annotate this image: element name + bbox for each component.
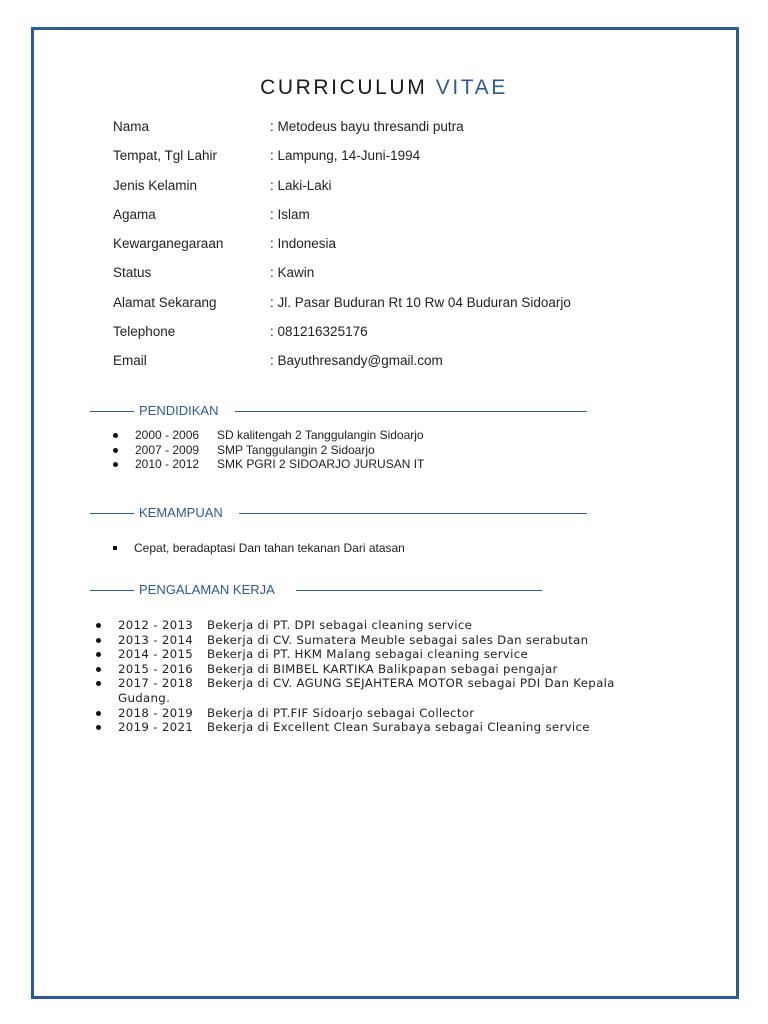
- bullet-icon: [113, 448, 118, 453]
- profile-value: : Bayuthresandy@gmail.com: [270, 353, 443, 369]
- profile-label: Email: [113, 353, 147, 369]
- experience-heading: PENGALAMAN KERJA: [139, 582, 275, 597]
- profile-row-name: [113, 117, 673, 146]
- skill-text: Cepat, beradaptasi Dan tahan tekanan Dari atasan: [134, 541, 405, 555]
- divider-line: [90, 513, 134, 514]
- profile-label: Agama: [113, 206, 156, 222]
- experience-desc: Bekerja di PT.FIF Sidoarjo sebagai Collector: [207, 705, 475, 720]
- list-item: [113, 428, 633, 443]
- profile-label: Alamat Sekarang: [113, 294, 217, 310]
- profile-value: : Jl. Pasar Buduran Rt 10 Rw 04 Buduran Sidoarjo: [270, 294, 571, 310]
- profile-row-address: [113, 293, 673, 322]
- profile-row-status: [113, 263, 673, 292]
- profile-row-gender: [113, 176, 673, 205]
- profile-section: [113, 117, 673, 381]
- profile-label: Tempat, Tgl Lahir: [113, 148, 218, 164]
- list-item: [96, 618, 696, 633]
- experience-list: [96, 618, 696, 735]
- experience-years: 2017 - 2018: [118, 676, 194, 691]
- bullet-icon: [113, 462, 118, 467]
- profile-value: : Metodeus bayu thresandi putra: [270, 119, 464, 134]
- profile-row-religion: [113, 205, 673, 234]
- experience-years: 2019 - 2021: [118, 720, 194, 735]
- education-years: 2010 - 2012: [135, 457, 200, 472]
- bullet-icon: [96, 638, 101, 643]
- profile-value: : 081216325176: [270, 324, 368, 340]
- education-heading: PENDIDIKAN: [139, 403, 219, 418]
- document-title: [0, 76, 768, 100]
- title-accent: VITAE: [435, 76, 508, 99]
- experience-header: [90, 580, 543, 600]
- profile-row-nationality: [113, 234, 673, 263]
- bullet-icon: [96, 711, 101, 716]
- education-school: SD kalitengah 2 Tanggulangin Sidoarjo: [217, 428, 424, 442]
- education-years: 2007 - 2009: [135, 442, 200, 457]
- experience-desc: Bekerja di PT. HKM Malang sebagai cleaning service: [207, 647, 529, 662]
- profile-row-telephone: [113, 322, 673, 351]
- list-item: [113, 541, 633, 556]
- profile-row-birth: [113, 146, 673, 175]
- skills-heading: KEMAMPUAN: [139, 505, 223, 520]
- experience-desc: Bekerja di CV. Sumatera Meuble sebagai sales Dan serabutan: [207, 632, 589, 647]
- profile-value: : Laki-Laki: [270, 177, 332, 193]
- skills-list: [113, 541, 633, 556]
- bullet-icon: [96, 623, 101, 628]
- bullet-icon: [96, 725, 101, 730]
- list-item: [96, 720, 696, 735]
- experience-desc: Bekerja di CV. AGUNG SEJAHTERA MOTOR sebagai PDI Dan Kepala: [207, 676, 615, 691]
- list-item: [96, 706, 696, 721]
- divider-line: [296, 590, 542, 591]
- profile-value: : Islam: [270, 206, 310, 222]
- experience-desc: Bekerja di Excellent Clean Surabaya sebagai Cleaning service: [207, 720, 590, 735]
- experience-years: 2015 - 2016: [118, 661, 194, 676]
- education-list: [113, 428, 633, 472]
- list-item: [113, 457, 633, 472]
- bullet-icon: [96, 652, 101, 657]
- divider-line: [235, 411, 587, 412]
- bullet-icon: [113, 546, 117, 550]
- divider-line: [90, 590, 134, 591]
- education-header: [90, 401, 588, 421]
- list-item: [96, 647, 696, 662]
- profile-label: Telephone: [113, 324, 176, 340]
- experience-desc: Bekerja di BIMBEL KARTIKA Balikpapan sebagai pengajar: [207, 661, 558, 676]
- divider-line: [239, 513, 587, 514]
- profile-label: Status: [113, 265, 152, 281]
- bullet-icon: [96, 667, 101, 672]
- list-item: [96, 676, 696, 705]
- experience-years: 2014 - 2015: [118, 647, 194, 662]
- experience-years: 2013 - 2014: [118, 632, 194, 647]
- profile-value: : Kawin: [270, 265, 315, 281]
- education-school: SMK PGRI 2 SIDOARJO JURUSAN IT: [217, 457, 425, 472]
- experience-desc-continuation: Gudang.: [118, 690, 171, 705]
- list-item: [96, 633, 696, 648]
- education-school: SMP Tanggulangin 2 Sidoarjo: [217, 442, 375, 457]
- bullet-icon: [96, 681, 101, 686]
- experience-years: 2018 - 2019: [118, 705, 194, 720]
- profile-value: : Lampung, 14-Juni-1994: [270, 148, 421, 164]
- profile-row-email: [113, 351, 673, 380]
- education-years: 2000 - 2006: [135, 428, 200, 442]
- skills-header: [90, 503, 588, 523]
- profile-label: Jenis Kelamin: [113, 177, 198, 193]
- experience-desc: Bekerja di PT. DPI sebagai cleaning service: [207, 618, 473, 632]
- profile-value: : Indonesia: [270, 236, 337, 252]
- experience-years: 2012 - 2013: [118, 618, 194, 632]
- bullet-icon: [113, 433, 118, 438]
- title-main: CURRICULUM: [260, 76, 428, 99]
- list-item: [96, 662, 696, 677]
- profile-label: Nama: [113, 119, 150, 134]
- profile-label: Kewarganegaraan: [113, 236, 224, 252]
- divider-line: [90, 411, 134, 412]
- list-item: [113, 443, 633, 458]
